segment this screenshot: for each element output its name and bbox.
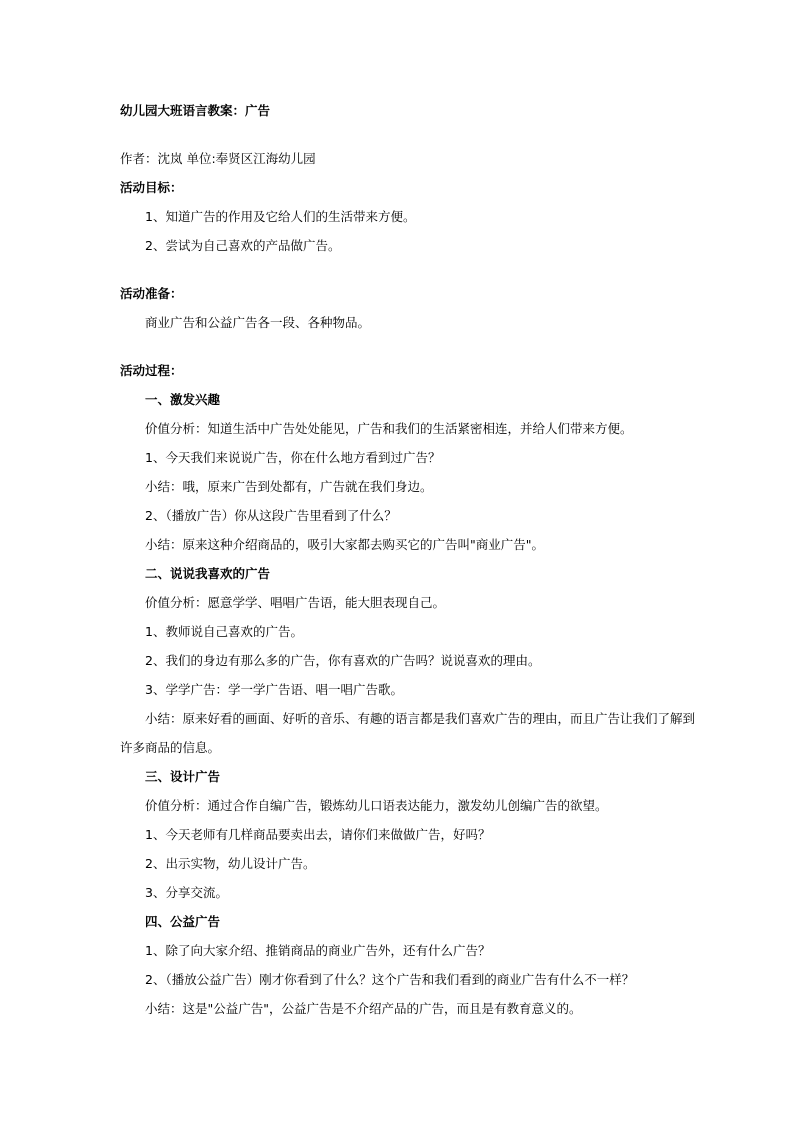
section-line: 1、今天老师有几样商品要卖出去，请你们来做做广告，好吗？ (145, 827, 491, 842)
section-line: 价值分析：愿意学学、唱唱广告语，能大胆表现自己。 (145, 595, 446, 610)
section-line: 2、（播放广告）你从这段广告里看到了什么？ (145, 508, 397, 523)
goals-heading: 活动目标： (120, 180, 183, 195)
goal-item: 2、尝试为自己喜欢的产品做广告。 (145, 238, 341, 253)
section-line: 小结：这是"公益广告"，公益广告是不介绍产品的广告，而且是有教育意义的。 (145, 1001, 582, 1016)
section-line: 价值分析：通过合作自编广告，锻炼幼儿口语表达能力，激发幼儿创编广告的欲望。 (145, 798, 608, 813)
prep-heading: 活动准备： (120, 286, 183, 301)
prep-text: 商业广告和公益广告各一段、各种物品。 (145, 315, 371, 330)
author-line: 作者：沈岚 单位:奉贤区江海幼儿园 (120, 151, 316, 166)
section-line: 价值分析：知道生活中广告处处能见，广告和我们的生活紧密相连，并给人们带来方便。 (145, 421, 633, 436)
section-heading: 二、说说我喜欢的广告 (145, 566, 271, 581)
section-line: 1、除了向大家介绍、推销商品的商业广告外，还有什么广告？ (145, 943, 491, 958)
section-heading: 三、设计广告 (145, 769, 221, 784)
goal-item: 1、知道广告的作用及它给人们的生活带来方便。 (145, 209, 416, 224)
summary-line: 小结：原来好看的画面、好听的音乐、有趣的语言都是我们喜欢广告的理由，而且广告让我们了解到 (145, 711, 696, 726)
section-line: 2、我们的身边有那么多的广告，你有喜欢的广告吗？说说喜欢的理由。 (145, 653, 541, 668)
section-line: 2、（播放公益广告）刚才你看到了什么？这个广告和我们看到的商业广告有什么不一样？ (145, 972, 635, 987)
section-line: 小结：哦，原来广告到处都有，广告就在我们身边。 (145, 479, 433, 494)
summary-line-continued: 许多商品的信息。 (120, 740, 221, 755)
doc-title: 幼儿园大班语言教案：广告 (120, 103, 271, 118)
section-heading: 一、激发兴趣 (145, 392, 221, 407)
section-heading: 四、公益广告 (145, 914, 221, 929)
section-line: 1、教师说自己喜欢的广告。 (145, 624, 303, 639)
section-line: 3、分享交流。 (145, 885, 228, 900)
section-line: 3、学学广告：学一学广告语、唱一唱广告歌。 (145, 682, 403, 697)
section-line: 2、出示实物，幼儿设计广告。 (145, 856, 316, 871)
section-line: 小结：原来这种介绍商品的，吸引大家都去购买它的广告叫"商业广告"。 (145, 537, 545, 552)
section-line: 1、今天我们来说说广告，你在什么地方看到过广告？ (145, 450, 441, 465)
process-heading: 活动过程： (120, 363, 183, 378)
